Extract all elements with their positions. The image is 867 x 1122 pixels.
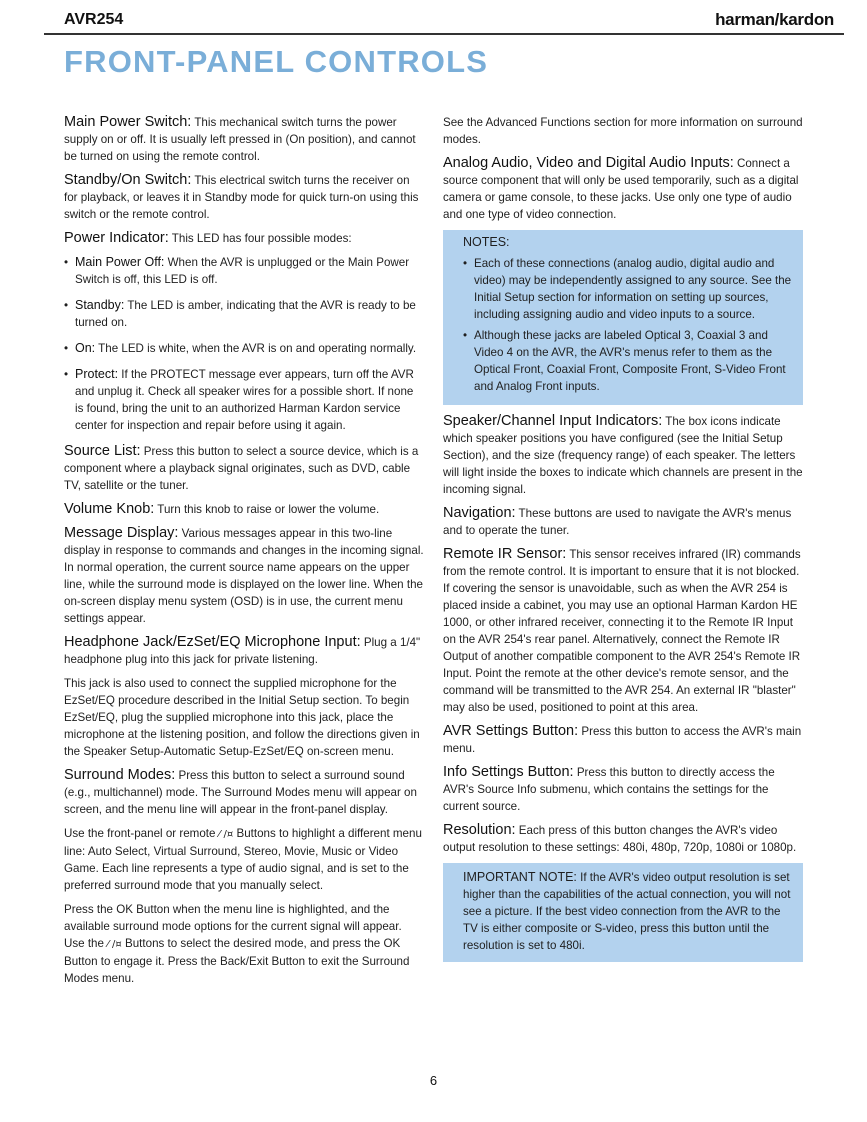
speaker-indicators-paragraph	[443, 413, 803, 498]
analog-inputs-paragraph	[443, 155, 803, 223]
note-item: • Each of these connections (analog audio, digital audio and video) may be independently assigned to any source. See the Initial Setup section for information on setting up sources, including assigning audio and video inputs to a source.	[463, 255, 793, 323]
volume-knob-paragraph	[64, 501, 424, 518]
navigation-paragraph	[443, 505, 803, 539]
standby-switch-paragraph	[64, 172, 424, 223]
speaker-indicators-text: The box icons indicate which speaker positions you have configured (see the Initial Setup Section), and the size (frequency range) of each speaker. The letters will light inside the boxes to indicate which channels are present in the incoming signal.	[443, 415, 803, 496]
power-indicator-paragraph	[64, 230, 424, 247]
headphone-jack-text: Plug a 1/4" headphone plug into this jack for private listening.	[64, 636, 421, 666]
headphone-jack-paragraph	[64, 634, 424, 668]
navigation-text: These buttons are used to navigate the AVR's menus and to operate the tuner.	[443, 507, 792, 537]
surround-p3-text-b: Buttons to select the desired mode, and press the OK Button to engage it. Press the Back/Exit Button to exit the Surround Modes menu.	[64, 937, 410, 985]
avr-settings-paragraph	[443, 723, 803, 757]
analog-inputs-text: Connect a source component that will only be used temporarily, such as a digital camera or game console, to these jacks. Use only one type of audio and one type of video connection.	[443, 157, 799, 221]
mode-term: Main Power Off:	[75, 255, 165, 269]
arrow-buttons-icon: ⁄ /¤	[107, 939, 122, 950]
source-list-paragraph	[64, 443, 424, 494]
avr-settings-term: AVR Settings Button:	[443, 723, 579, 739]
mode-text: When the AVR is unplugged or the Main Power Switch is off, this LED is off.	[75, 256, 410, 286]
arrow-buttons-icon: ⁄ /¤	[218, 829, 234, 840]
surround-modes-paragraph	[64, 767, 424, 818]
page-title: FRONT-PANEL CONTROLS	[64, 44, 489, 79]
advanced-functions-paragraph: See the Advanced Functions section for more information on surround modes.	[443, 116, 803, 146]
page-number: 6	[429, 1073, 438, 1088]
mode-term: Standby:	[75, 298, 125, 312]
header-model: AVR254	[64, 11, 124, 28]
important-note-label: IMPORTANT NOTE:	[463, 870, 577, 884]
headphone-jack-term: Headphone Jack/EzSet/EQ Microphone Input:	[64, 634, 361, 650]
surround-modes-text: Press this button to select a surround sound (e.g., multichannel) mode. The Surround Modes menu will appear on screen, and the menu line will appear in the front-panel display.	[64, 769, 417, 816]
remote-ir-paragraph	[443, 546, 803, 716]
power-indicator-term: Power Indicator:	[64, 230, 169, 246]
message-display-paragraph	[64, 525, 424, 627]
info-settings-paragraph	[443, 764, 803, 815]
message-display-text: Various messages appear in this two-line display in response to commands and changes in the incoming signal. In normal operation, the current source name appears on the upper line, while the surround mode is displayed on the lower line. When the on-screen display menu system (OSD) is in use, the current menu settings appear.	[64, 527, 424, 625]
right-column	[443, 114, 803, 962]
headphone-jack-paragraph-2: This jack is also used to connect the supplied microphone for the EzSet/EQ procedure described in the Initial Setup section. To begin EzSet/EQ, plug the supplied microphone into this jack, place the microphone at the listening position, and follow the directions given in the Speaker Setup-Automatic Setup-EzSet/EQ on-screen menu.	[64, 677, 420, 758]
speaker-indicators-term: Speaker/Channel Input Indicators:	[443, 413, 663, 429]
standby-switch-term: Standby/On Switch:	[64, 172, 192, 188]
navigation-term: Navigation:	[443, 505, 516, 521]
surround-modes-paragraph-3	[64, 901, 424, 987]
mode-text: If the PROTECT message ever appears, turn off the AVR and unplug it. Check all speaker wires for a possible short. If none is found, bring the unit to an authorized Harman Kardon service center for inspection and repair before using it again.	[75, 368, 414, 432]
remote-ir-term: Remote IR Sensor:	[443, 546, 567, 562]
source-list-term: Source List:	[64, 443, 141, 459]
mode-text: The LED is white, when the AVR is on and operating normally.	[95, 342, 417, 355]
main-power-switch-term: Main Power Switch:	[64, 114, 192, 130]
info-settings-text: Press this button to directly access the AVR's Source Info submenu, which contains the settings for the current source.	[443, 766, 775, 813]
message-display-term: Message Display:	[64, 525, 179, 541]
header-divider	[44, 33, 844, 35]
important-note-box	[443, 863, 803, 962]
left-column	[64, 114, 424, 994]
mode-text: The LED is amber, indicating that the AVR is ready to be turned on.	[75, 299, 416, 329]
mode-standby	[64, 297, 424, 331]
source-list-text: Press this button to select a source device, which is a component where a playback signal originates, such as DVD, cable TV, satellite or the tuner.	[64, 445, 419, 492]
notes-box	[443, 230, 803, 405]
surround-modes-paragraph-2	[64, 825, 424, 894]
mode-main-power-off	[64, 254, 424, 288]
volume-knob-term: Volume Knob:	[64, 501, 155, 517]
power-indicator-text: This LED has four possible modes:	[168, 232, 352, 245]
brand-logo: harman/kardon	[715, 10, 834, 29]
main-power-switch-paragraph	[64, 114, 424, 165]
standby-switch-text: This electrical switch turns the receiver on for playback, or leaves it in Standby mode for quick turn-on using this switch or the remote control.	[64, 174, 419, 221]
note-item: • Although these jacks are labeled Optical 3, Coaxial 3 and Video 4 on the AVR, the AVR's menus refer to them as the Optical Front, Coaxial Front, Composite Front, S-Video Front and Analog Front inputs.	[463, 327, 793, 395]
mode-on	[64, 340, 424, 357]
notes-title: NOTES:	[463, 235, 510, 249]
resolution-term: Resolution:	[443, 822, 516, 838]
info-settings-term: Info Settings Button:	[443, 764, 574, 780]
remote-ir-text: This sensor receives infrared (IR) commands from the remote control. It is important to ensure that it is not blocked. If covering the sensor is unavoidable, such as when the AVR 254 is placed inside a cabinet, you may use an optional Harman Kardon HE 1000, or other infrared receiver, connecting it to the Remote IR Input on the AVR 254's rear panel. Alternatively, connect the Remote IR Output of another compatible component to the AVR 254's Remote IR Input. Point the remote at the other device's remote sensor, and the command will be transmitted to the AVR 254. An external IR "blaster" may also be used, positioned to point at this area.	[443, 548, 801, 714]
surround-p2-text-b: Buttons to highlight a different menu line: Auto Select, Virtual Surround, Stereo, Movie, Music or Video Game. Each line represents a type of audio signal, and is set to the preferred surround mode that you manually select.	[64, 827, 422, 892]
important-note-text: If the AVR's video output resolution is set higher than the capabilities of the actual connection, you will not see a picture. If the best video connection from the AVR to the TV is either composite or S-video, press this button until the resolution is set to 480i.	[463, 871, 791, 952]
main-power-switch-text: This mechanical switch turns the power supply on or off. It is usually left pressed in (On position), and cannot be turned on using the remote control.	[64, 116, 416, 163]
surround-p3-text-a: Press the OK Button when the menu line is highlighted, and the available surround mode options for the current signal will appear. Use the	[64, 903, 402, 950]
surround-modes-term: Surround Modes:	[64, 767, 176, 783]
resolution-text: Each press of this button changes the AVR's video output resolution to these settings: 480i, 480p, 720p, 1080i or 1080p.	[443, 824, 797, 854]
surround-p2-text-a: Use the front-panel or remote	[64, 827, 219, 840]
mode-protect	[64, 366, 424, 434]
resolution-paragraph	[443, 822, 803, 856]
analog-inputs-term: Analog Audio, Video and Digital Audio Inputs:	[443, 155, 734, 171]
volume-knob-text: Turn this knob to raise or lower the volume.	[154, 503, 380, 516]
mode-term: Protect:	[75, 367, 119, 381]
mode-term: On:	[75, 341, 96, 355]
avr-settings-text: Press this button to access the AVR's main menu.	[443, 725, 802, 755]
